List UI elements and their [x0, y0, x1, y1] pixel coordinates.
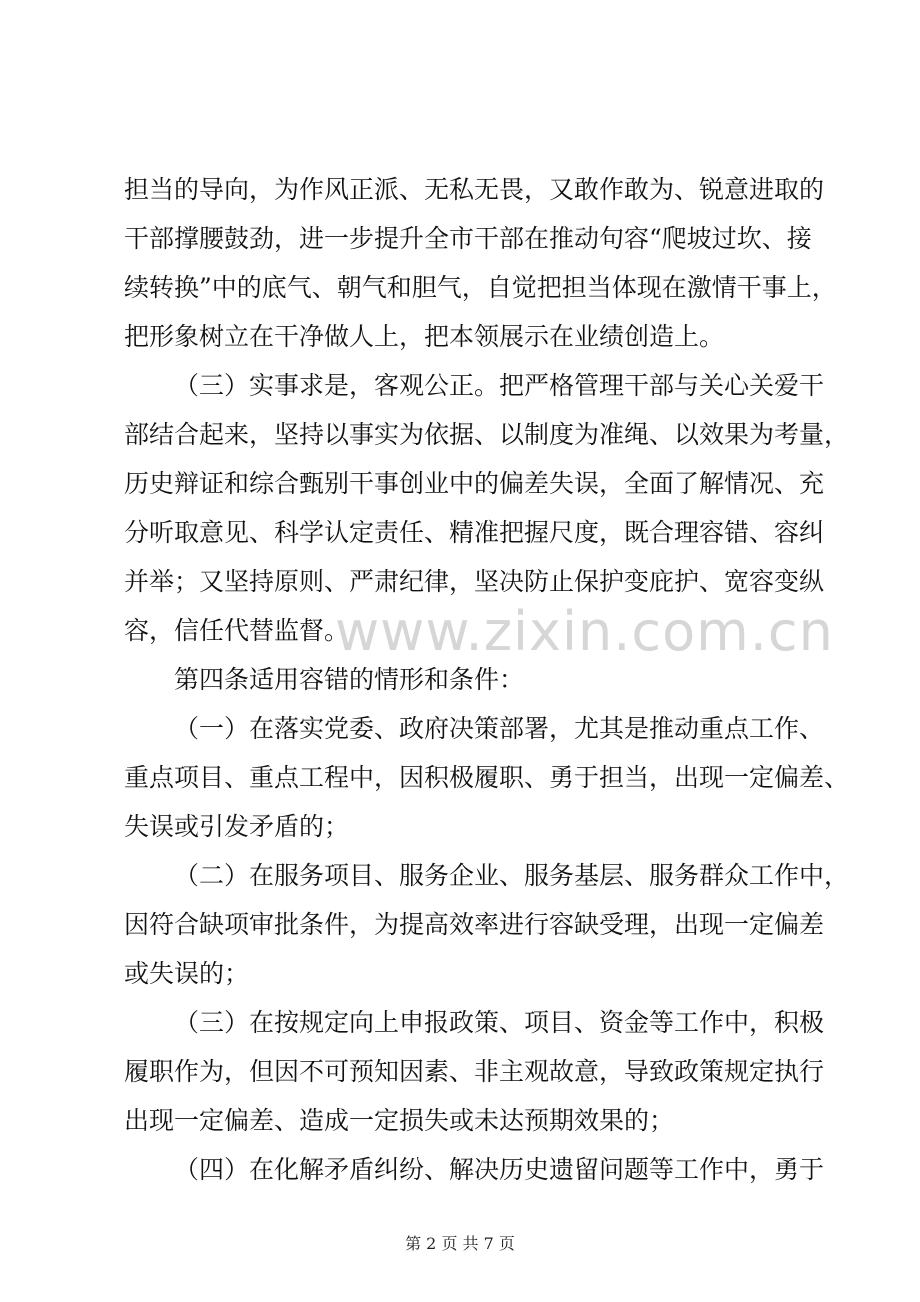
paragraph-first-line: （三）实事求是，客观公正。把严格管理干部与关心关爱干 [174, 371, 825, 400]
paragraph-first-line: （四）在化解矛盾纠纷、解决历史遗留问题等工作中，勇于 [174, 1155, 825, 1184]
text-line: 分听取意见、科学认定责任、精准把握尺度，既合理容错、容纠 [124, 518, 825, 547]
paragraph-first-line: （三）在按规定向上申报政策、项目、资金等工作中，积极 [174, 1008, 825, 1037]
text-line: 担当的导向，为作风正派、无私无畏，又敢作敢为、锐意进取的 [124, 175, 825, 204]
text-line: 失误或引发矛盾的； [124, 812, 350, 841]
paragraph-first-line: （二）在服务项目、服务企业、服务基层、服务群众工作中， [174, 861, 850, 890]
text-line: 或失误的； [124, 959, 250, 988]
text-line: 履职作为，但因不可预知因素、非主观故意，导致政策规定执行 [124, 1057, 825, 1086]
text-line: 续转换”中的底气、朝气和胆气，自觉把担当体现在激情干事上， [124, 273, 837, 302]
text-line: 并举；又坚持原则、严肃纪律，坚决防止保护变庇护、宽容变纵 [124, 567, 825, 596]
text-line: 部结合起来，坚持以事实为依据、以制度为准绳、以效果为考量， [124, 420, 850, 449]
watermark: www.zixin.com.cn [335, 600, 834, 663]
text-line: 出现一定偏差、造成一定损失或未达预期效果的； [124, 1106, 675, 1135]
text-line: 容，信任代替监督。 [124, 616, 350, 645]
paragraph-first-line: （一）在落实党委、政府决策部署，尤其是推动重点工作、 [174, 714, 825, 743]
text-line: 重点项目、重点工程中，因积极履职、勇于担当，出现一定偏差、 [124, 763, 850, 792]
text-line: 干部撑腰鼓劲，进一步提升全市干部在推动句容“爬坡过坎、接 [124, 224, 812, 253]
text-line: 历史辩证和综合甄别干事创业中的偏差失误，全面了解情况、充 [124, 469, 825, 498]
text-line: 把形象树立在干净做人上，把本领展示在业绩创造上。 [124, 322, 725, 351]
article-heading: 第四条适用容错的情形和条件： [174, 665, 525, 694]
page-footer: 第 2 页 共 7 页 [405, 1234, 515, 1253]
text-line: 因符合缺项审批条件，为提高效率进行容缺受理，出现一定偏差 [124, 910, 825, 939]
